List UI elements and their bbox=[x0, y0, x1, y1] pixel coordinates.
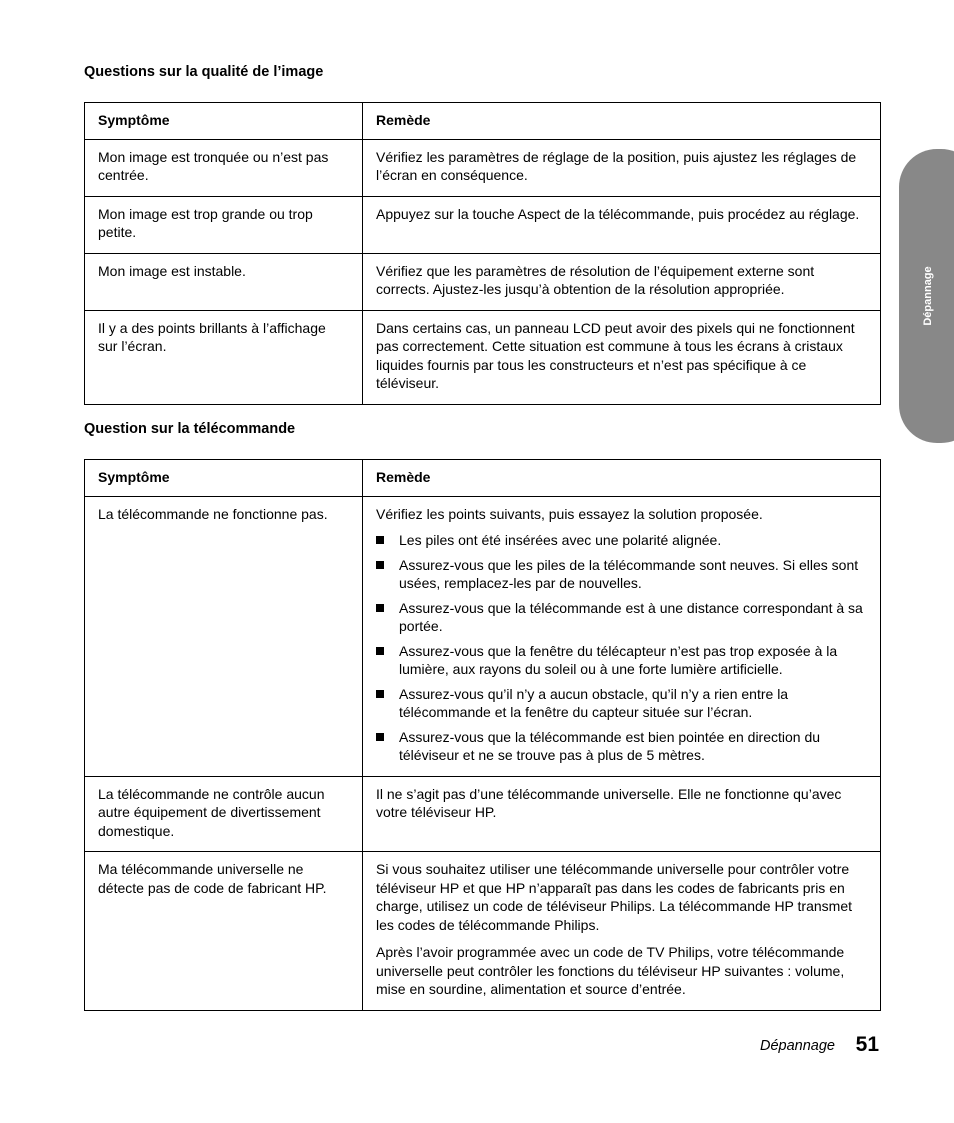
table-row bbox=[85, 310, 881, 404]
list-item bbox=[376, 531, 867, 550]
square-bullet-icon bbox=[376, 733, 384, 741]
remedy-cell: Vérifiez les paramètres de réglage de la position, puis ajustez les réglages de l’écran en conséquence. bbox=[363, 139, 881, 196]
table-header-row bbox=[85, 460, 881, 497]
header-remedy: Remède bbox=[363, 460, 881, 497]
table-row bbox=[85, 496, 881, 776]
remedy-paragraph: Si vous souhaitez utiliser une télécommande universelle pour contrôler votre téléviseur HP et que HP n’apparaît pas dans les codes de fabricants pris en charge, utilisez un code de téléviseur Philips. La télécommande HP transmet les codes de télécommande Philips. bbox=[376, 861, 852, 933]
list-item bbox=[376, 728, 867, 765]
symptom-cell: Mon image est trop grande ou trop petite. bbox=[85, 196, 363, 253]
header-symptom: Symptôme bbox=[85, 103, 363, 140]
list-item-text: Assurez-vous que la fenêtre du télécapteur n’est pas trop exposée à la lumière, aux rayons du soleil ou à une forte lumière artificielle. bbox=[399, 642, 838, 677]
remedy-cell: Appuyez sur la touche Aspect de la télécommande, puis procédez au réglage. bbox=[363, 196, 881, 253]
list-item bbox=[376, 599, 867, 636]
list-item-text: Assurez-vous qu’il n’y a aucun obstacle, qu’il n’y a rien entre la télécommande et la fenêtre du capteur située sur l’écran. bbox=[399, 685, 789, 720]
list-item bbox=[376, 685, 867, 722]
symptom-cell: La télécommande ne contrôle aucun autre équipement de divertissement domestique. bbox=[85, 776, 363, 852]
symptom-cell: Mon image est tronquée ou n’est pas centrée. bbox=[85, 139, 363, 196]
checklist bbox=[376, 531, 867, 765]
section-title-remote: Question sur la télécommande bbox=[84, 421, 296, 437]
list-item bbox=[376, 642, 867, 679]
remedy-cell bbox=[363, 852, 881, 1011]
square-bullet-icon bbox=[376, 561, 384, 569]
footer-section-name: Dépannage bbox=[760, 1038, 835, 1054]
symptom-cell: Ma télécommande universelle ne détecte pas de code de fabricant HP. bbox=[85, 852, 363, 1011]
image-quality-table bbox=[84, 102, 881, 405]
header-symptom: Symptôme bbox=[85, 460, 363, 497]
header-remedy: Remède bbox=[363, 103, 881, 140]
chapter-side-tab-label: Dépannage bbox=[922, 266, 934, 326]
square-bullet-icon bbox=[376, 690, 384, 698]
table-row bbox=[85, 139, 881, 196]
table-row bbox=[85, 196, 881, 253]
list-item-text: Assurez-vous que les piles de la télécommande sont neuves. Si elles sont usées, remplacez-les par de nouvelles. bbox=[399, 556, 859, 591]
remedy-cell: Il ne s’agit pas d’une télécommande universelle. Elle ne fonctionne qu’avec votre téléviseur HP. bbox=[363, 776, 881, 852]
section-title-image-quality: Questions sur la qualité de l’image bbox=[84, 64, 324, 80]
symptom-cell: Mon image est instable. bbox=[85, 253, 363, 310]
square-bullet-icon bbox=[376, 604, 384, 612]
table-row bbox=[85, 852, 881, 1011]
remedy-cell: Vérifiez que les paramètres de résolution de l’équipement externe sont corrects. Ajustez-les jusqu’à obtention de la résolution appropriée. bbox=[363, 253, 881, 310]
list-item bbox=[376, 556, 867, 593]
table-header-row bbox=[85, 103, 881, 140]
list-item-text: Les piles ont été insérées avec une polarité alignée. bbox=[399, 532, 722, 548]
page-number: 51 bbox=[855, 1033, 879, 1056]
remote-table bbox=[84, 459, 881, 1011]
remedy-paragraph-extra: Après l’avoir programmée avec un code de TV Philips, votre télécommande universelle peut contrôler les fonctions du téléviseur HP suivantes : volume, mise en sourdine, alimentation et source d’entrée. bbox=[376, 944, 845, 997]
square-bullet-icon bbox=[376, 647, 384, 655]
symptom-cell: La télécommande ne fonctionne pas. bbox=[85, 496, 363, 776]
table-row bbox=[85, 776, 881, 852]
remedy-intro: Vérifiez les points suivants, puis essayez la solution proposée. bbox=[376, 505, 763, 522]
remedy-cell: Dans certains cas, un panneau LCD peut avoir des pixels qui ne fonctionnent pas correctement. Cette situation est commune à tous les écrans à cristaux liquides fournis par tous les constructeurs et n’est pas spécifique à ce téléviseur. bbox=[363, 310, 881, 404]
list-item-text: Assurez-vous que la télécommande est à une distance correspondant à sa portée. bbox=[399, 599, 863, 634]
square-bullet-icon bbox=[376, 536, 384, 544]
list-item-text: Assurez-vous que la télécommande est bien pointée en direction du téléviseur et ne se trouve pas à plus de 5 mètres. bbox=[399, 728, 821, 763]
table-row bbox=[85, 253, 881, 310]
remedy-cell bbox=[363, 496, 881, 776]
symptom-cell: Il y a des points brillants à l’affichage sur l’écran. bbox=[85, 310, 363, 404]
